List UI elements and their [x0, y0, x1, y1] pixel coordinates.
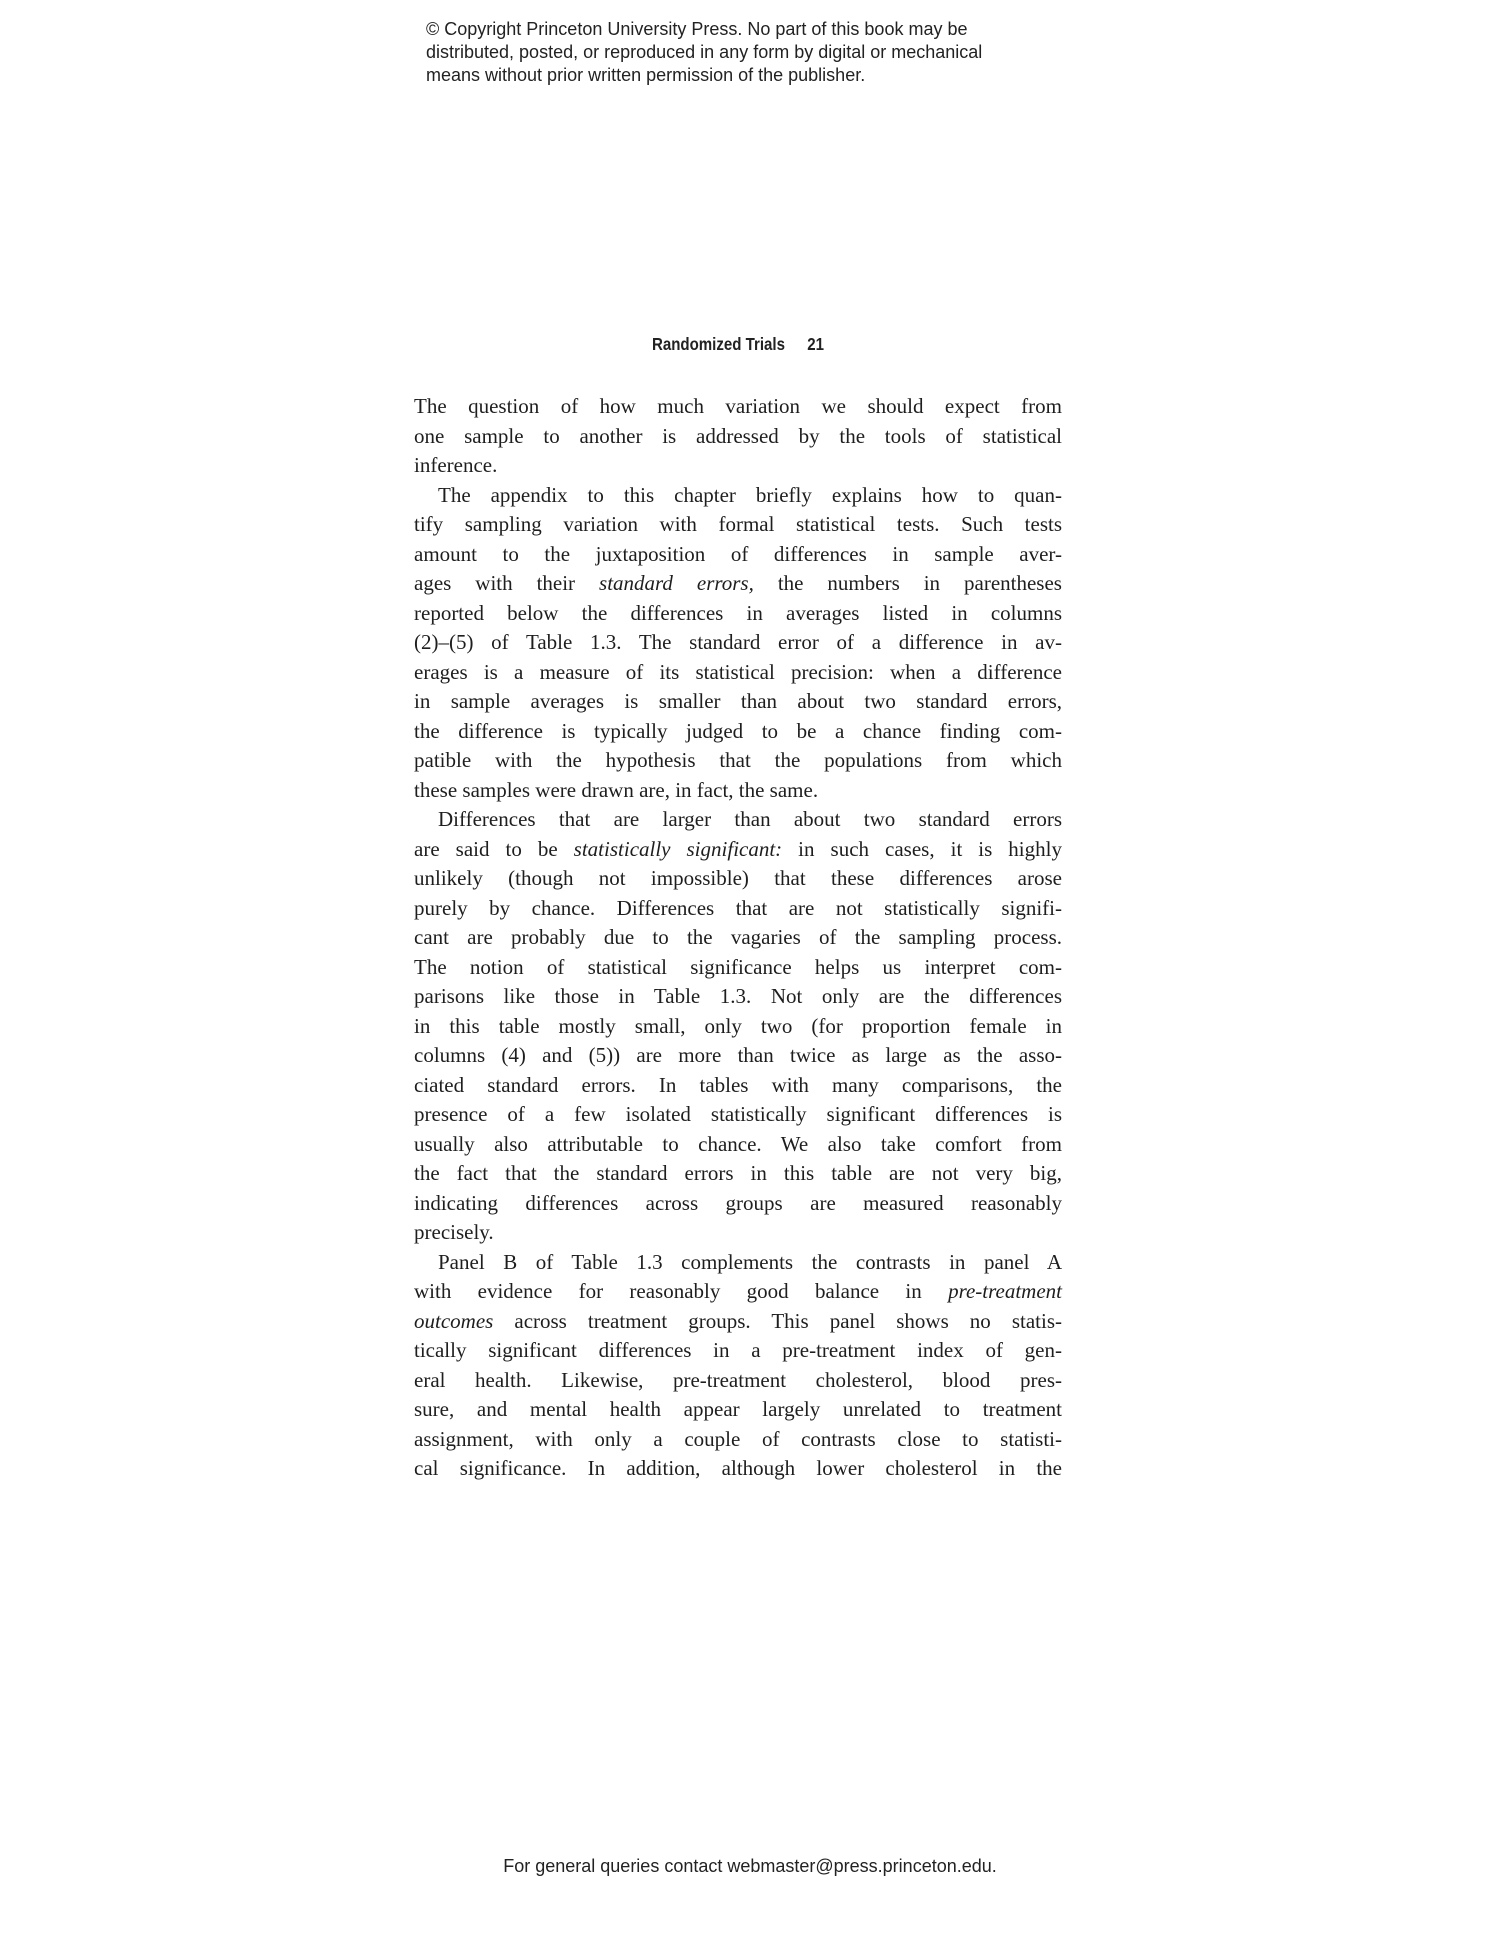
text-line: cal significance. In addition, although lower cholesterol in the [414, 1456, 1062, 1480]
text-line: reported below the differences in averages listed in columns [414, 600, 1062, 625]
text-run: ages with their [414, 571, 600, 595]
text-line: in sample averages is smaller than about two standard errors, [414, 689, 1062, 713]
body-text [414, 392, 1062, 1484]
text-line: tically significant differences in a pre-treatment index of gen- [414, 1338, 1062, 1362]
text-line: cant are probably due to the vagaries of the sampling process. [414, 925, 1062, 949]
text-run: in such cases, it is highly [782, 836, 1062, 861]
text-line [414, 835, 1062, 865]
text-line: usually also attributable to chance. We also take comfort from [414, 1131, 1062, 1156]
text-line: columns (4) and (5)) are more than twice as large as the asso- [414, 1043, 1062, 1067]
copyright-notice [426, 18, 1066, 87]
text-line: Differences that are larger than about two standard errors [438, 807, 1062, 831]
text-line: The notion of statistical significance helps us interpret com- [414, 954, 1062, 979]
text-line: ciated standard errors. In tables with many comparisons, the [414, 1072, 1062, 1097]
text-line: the fact that the standard errors in this table are not very big, [414, 1161, 1062, 1185]
text-line: The appendix to this chapter briefly explains how to quan- [438, 482, 1062, 507]
emphasized-term: outcomes [414, 1308, 494, 1333]
text-line: inference. [414, 453, 498, 477]
emphasized-term: pre-treatment [948, 1279, 1062, 1303]
copyright-line: distributed, posted, or reproduced in any form by digital or mechanical [426, 42, 983, 62]
text-line: indicating differences across groups are measured reasonably [414, 1190, 1062, 1215]
text-line: these samples were drawn are, in fact, the same. [414, 777, 819, 802]
text-line: tify sampling variation with formal statistical tests. Such tests [414, 512, 1062, 536]
text-line: (2)–(5) of Table 1.3. The standard error of a difference in av- [414, 630, 1062, 654]
text-line: the difference is typically judged to be a chance finding com- [414, 718, 1062, 743]
emphasized-term: standard errors, [599, 571, 754, 595]
text-line: amount to the juxtaposition of differences in sample aver- [414, 541, 1062, 566]
text-line [414, 569, 1062, 599]
text-line: one sample to another is addressed by the tools of statistical [414, 423, 1062, 448]
text-line: unlikely (though not impossible) that these differences arose [414, 866, 1062, 890]
text-line: erages is a measure of its statistical precision: when a difference [414, 659, 1062, 684]
text-line: sure, and mental health appear largely unrelated to treatment [414, 1397, 1062, 1421]
text-run: with evidence for reasonably good balance in [414, 1279, 949, 1303]
text-run: across treatment groups. This panel shows no statis- [493, 1308, 1062, 1333]
footer-contact: For general queries contact webmaster@press.princeton.edu. [503, 1856, 997, 1876]
text-line: parisons like those in Table 1.3. Not only are the differences [414, 984, 1062, 1008]
page-number: 21 [807, 334, 825, 354]
chapter-title: Randomized Trials [651, 334, 785, 354]
copyright-line: © Copyright Princeton University Press. No part of this book may be [426, 19, 968, 39]
emphasized-term: statistically significant: [573, 836, 783, 861]
text-line: presence of a few isolated statistically significant differences is [414, 1102, 1062, 1126]
running-head [459, 334, 1016, 355]
text-line: Panel B of Table 1.3 complements the contrasts in panel A [438, 1249, 1062, 1274]
text-run: are said to be [414, 836, 574, 861]
text-line: in this table mostly small, only two (for proportion female in [414, 1013, 1062, 1038]
text-line: The question of how much variation we should expect from [414, 394, 1062, 418]
copyright-line: means without prior written permission of the publisher. [426, 65, 866, 85]
text-line: purely by chance. Differences that are not statistically signifi- [414, 895, 1062, 920]
text-line: patible with the hypothesis that the populations from which [414, 748, 1062, 772]
text-line [414, 1277, 1062, 1307]
text-line: assignment, with only a couple of contrasts close to statisti- [414, 1426, 1062, 1451]
text-line [414, 1307, 1062, 1337]
text-run: the numbers in parentheses [753, 571, 1062, 595]
text-line: precisely. [414, 1220, 494, 1244]
text-line: eral health. Likewise, pre-treatment cholesterol, blood pres- [414, 1367, 1062, 1392]
